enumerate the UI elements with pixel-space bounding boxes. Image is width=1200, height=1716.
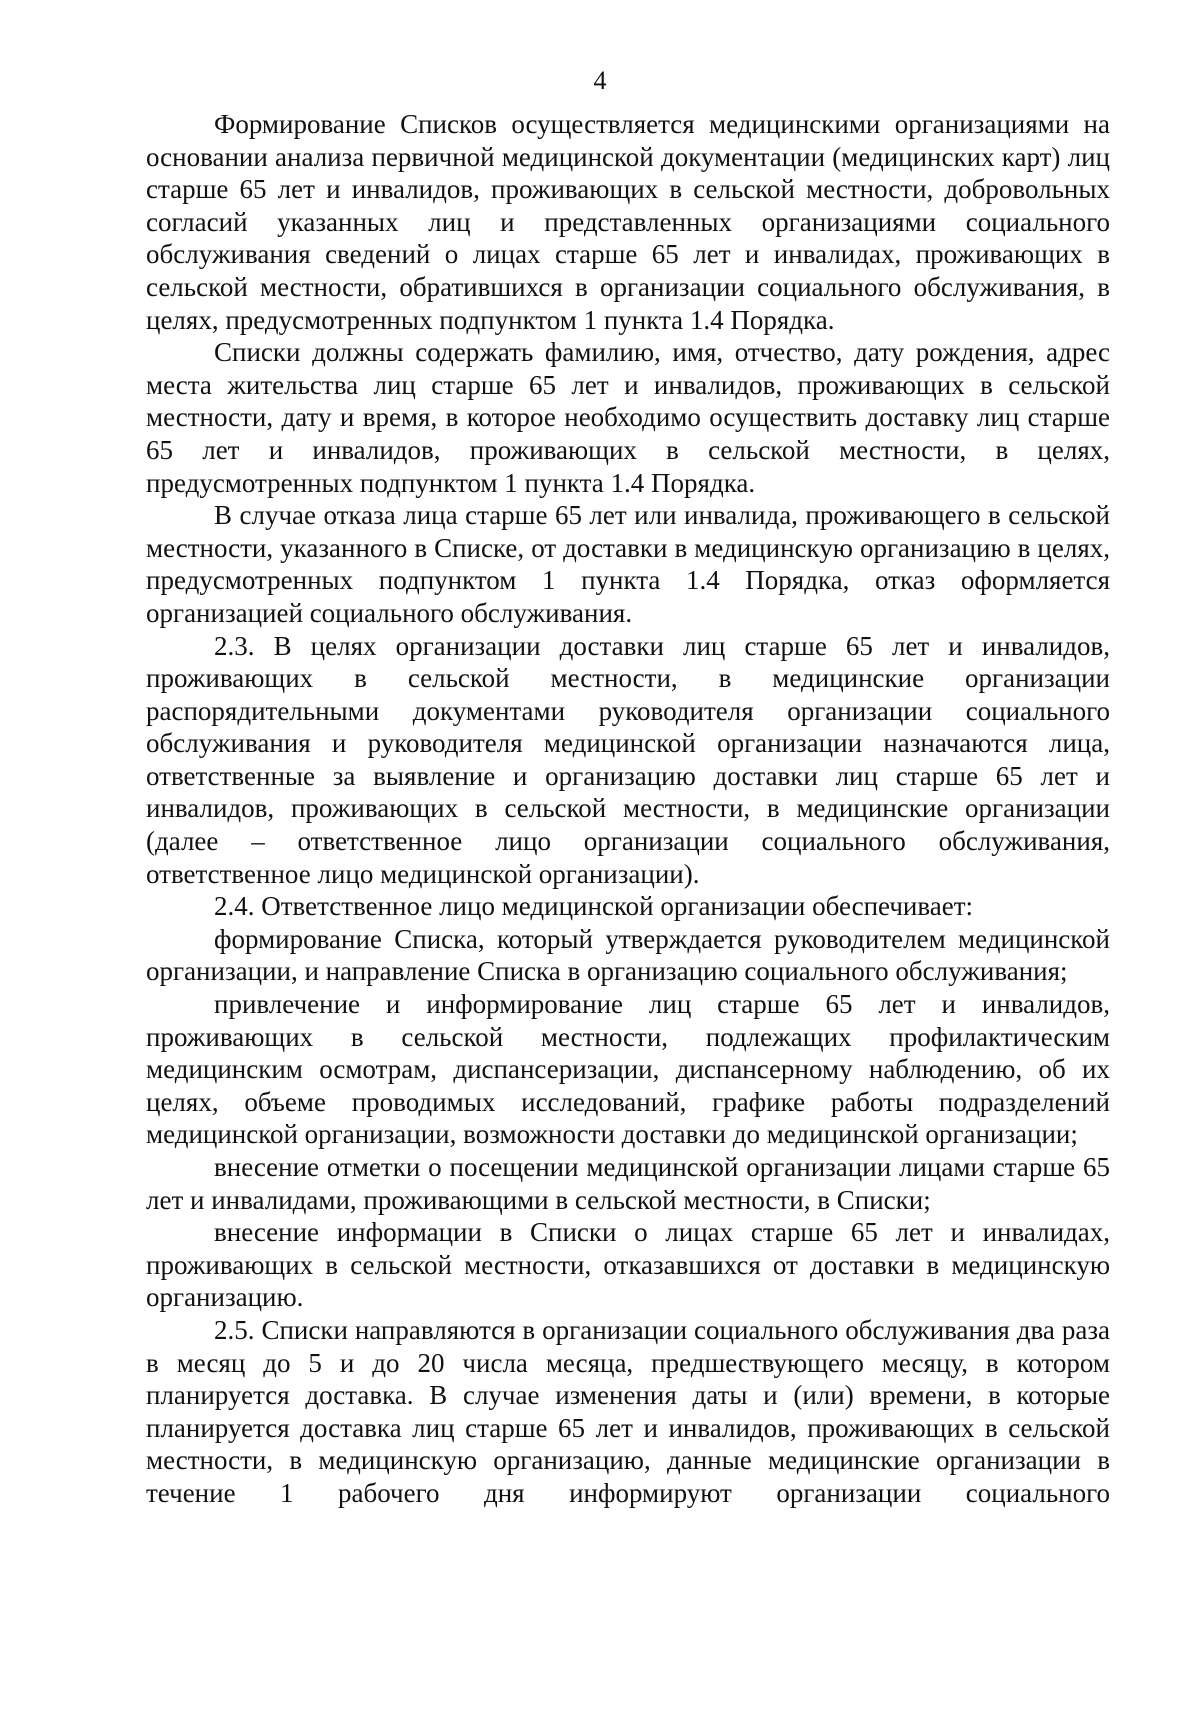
paragraph-2-4-item-4: внесение информации в Списки о лицах старше 65 лет и инвалидах, проживающих в сельской местности, отказавшихся от доставки в медицинскую организацию. — [146, 1217, 1110, 1313]
paragraph-refusal: В случае отказа лица старше 65 лет или инвалида, проживающего в сельской местности, указанного в Списке, от доставки в медицинскую организацию в целях, предусмотренных подпунктом 1 пункта 1.4 Порядка, отказ оформляется организацией социального обслуживания. — [146, 500, 1110, 628]
paragraph-2-4-item-3: внесение отметки о посещении медицинской организации лицами старше 65 лет и инвалидами, проживающими в сельской местности, в Списки; — [146, 1152, 1110, 1215]
paragraph-list-contents: Списки должны содержать фамилию, имя, отчество, дату рождения, адрес места жительства лиц старше 65 лет и инвалидов, проживающих в сельской местности, дату и время, в которое необходимо осуществить доставку лиц старше 65 лет и инвалидов, проживающих в сельской местности, в целях, предусмотренных подпунктом 1 пункта 1.4 Порядка. — [146, 337, 1110, 498]
paragraph-2-5: 2.5. Списки направляются в организации социального обслуживания два раза в месяц до 5 и до 20 числа месяца, предшествующего месяцу, в котором планируется доставка. В случае изменения даты и (или) времени, в которые планируется доставка лиц старше 65 лет и инвалидов, проживающих в сельской местности, в медицинскую организацию, данные медицинские организации в течение 1 рабочего дня информируют организации социального — [146, 1314, 1110, 1508]
paragraph-list-formation: Формирование Списков осуществляется медицинскими организациями на основании анализа первичной медицинской документации (медицинских карт) лиц старше 65 лет и инвалидов, проживающих в сельской местности, добровольных согласий указанных лиц и представленных организациями социального обслуживания сведений о лицах старше 65 лет и инвалидах, проживающих в сельской местности, обратившихся в организации социального обслуживания, в целях, предусмотренных подпунктом 1 пункта 1.4 Порядка. — [146, 109, 1110, 335]
page-number: 4 — [593, 66, 607, 95]
paragraph-2-4: 2.4. Ответственное лицо медицинской организации обеспечивает: — [214, 891, 974, 922]
document-body — [146, 108, 1110, 1510]
paragraph-2-4-item-1: формирование Списка, который утверждается руководителем медицинской организации, и направление Списка в организацию социального обслуживания; — [146, 923, 1110, 987]
paragraph-2-4-item-2: привлечение и информирование лиц старше 65 лет и инвалидов, проживающих в сельской местности, подлежащих профилактическим медицинским осмотрам, диспансеризации, диспансерному наблюдению, об их целях, объеме проводимых исследований, графике работы подразделений медицинской организации, возможности доставки до медицинской организации; — [146, 989, 1110, 1150]
paragraph-2-3: 2.3. В целях организации доставки лиц старше 65 лет и инвалидов, проживающих в сельской местности, в медицинские организации распорядительными документами руководителя организации социального обслуживания и руководителя медицинской организации назначаются лица, ответственные за выявление и организацию доставки лиц старше 65 лет и инвалидов, проживающих в сельской местности, в медицинские организации (далее – ответственное лицо организации социального обслуживания, ответственное лицо медицинской организации). — [146, 630, 1110, 889]
